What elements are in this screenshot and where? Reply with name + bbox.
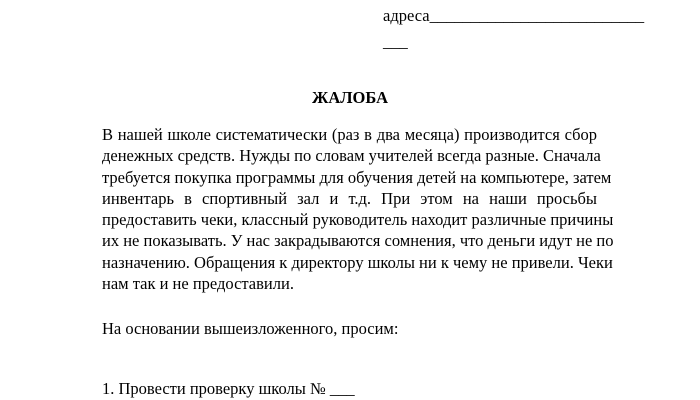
- paragraph-line: инвентарь в спортивный зал и т.д. При этом на наши просьбы: [102, 188, 597, 208]
- address-line: [383, 6, 644, 26]
- paragraph-line: предоставить чеки, классный руководитель находит различные причины: [102, 210, 614, 230]
- address-label: адреса: [383, 6, 430, 25]
- document-title: ЖАЛОБА: [312, 88, 388, 107]
- paragraph-line: назначению. Обращения к директору школы ни к чему не привели. Чеки: [102, 252, 613, 272]
- complaint-paragraph: [102, 124, 614, 294]
- address-blank-continuation: ___: [383, 32, 408, 51]
- paragraph-line: денежных средств. Нужды по словам учителей всегда разные. Сначала: [102, 146, 601, 166]
- paragraph-line: В нашей школе систематически (раз в два месяца) производится сбор: [102, 125, 597, 144]
- paragraph-line: требуется покупка программы для обучения детей на компьютере, затем: [102, 167, 612, 187]
- paragraph-line: их не показывать. У нас закрадываются сомнения, что деньги идут не по: [102, 231, 614, 251]
- basis-statement: На основании вышеизложенного, просим:: [102, 319, 399, 338]
- address-blank: __________________________: [429, 6, 645, 25]
- request-item-1: 1. Провести проверку школы № ___: [102, 379, 355, 398]
- paragraph-line: нам так и не предоставили.: [102, 274, 294, 294]
